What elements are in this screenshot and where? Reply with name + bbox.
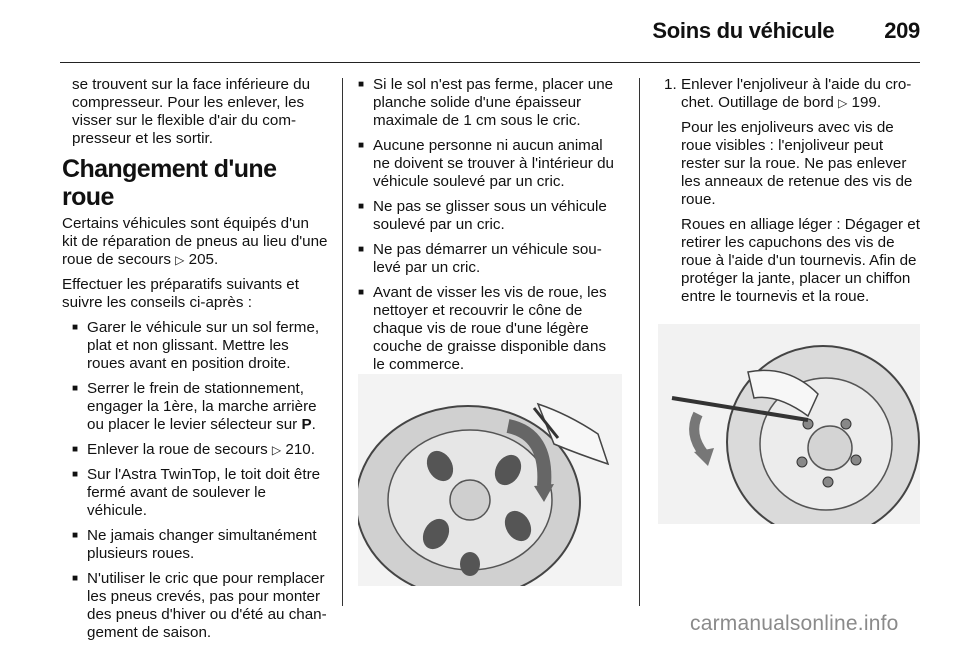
page-reference-icon: ▷ <box>175 253 185 267</box>
list-item: ■ Si le sol n'est pas ferme, placer une planche solide d'une épaisseur maximale de 1 cm sous le cric. <box>358 76 622 130</box>
paragraph: Certains véhicules sont équipés d'un kit de réparation de pneus au lieu d'une roue de secours ▷ 205. <box>62 215 328 268</box>
column-3 <box>664 76 922 313</box>
list-item: ■ Ne pas démarrer un véhicule sou-levé par un cric. <box>358 241 622 277</box>
list-item: ■ Garer le véhicule sur un sol ferme, plat et non glissant. Mettre les roues avant en position droite. <box>72 319 328 373</box>
paragraph: Effectuer les préparatifs suivants et suivre les conseils ci-après : <box>62 276 299 311</box>
list-item: ■ N'utiliser le cric que pour remplacer les pneus crevés, pas pour monter des pneus d'hiver ou d'été au chan-gement de saison. <box>72 570 328 642</box>
column-divider <box>639 78 640 606</box>
section-heading: Changement d'une roue <box>62 155 277 211</box>
list-item: ■ Aucune personne ni aucun animal ne doivent se trouver à l'intérieur du véhicule soulevé par un cric. <box>358 137 622 191</box>
list-item: ■ Enlever la roue de secours ▷ 210. <box>72 441 328 459</box>
list-item: ■ Serrer le frein de stationnement, engager la 1ère, la marche arrière ou placer le levier sélecteur sur P. <box>72 380 328 434</box>
bullet-list <box>358 76 622 374</box>
section-title: Soins du véhicule <box>652 18 835 43</box>
list-item: ■ Sur l'Astra TwinTop, le toit doit être fermé avant de soulever le véhicule. <box>72 466 328 520</box>
column-divider <box>342 78 343 606</box>
numbered-list <box>664 76 922 306</box>
page-header <box>652 18 920 44</box>
page-reference-icon: ▷ <box>271 443 282 457</box>
list-item: ■ Ne pas se glisser sous un véhicule soulevé par un cric. <box>358 198 622 234</box>
list-item: 1. Enlever l'enjoliveur à l'aide du cro-chet. Outillage de bord ▷ 199. Pour les enjoliveurs avec vis de roue visibles : l'enjoliveur peut rester sur la roue. Ne pas enlever les anneaux de retenue des vis de roue. Roues en alliage léger : Dégager et retirer les capuchons des vis de roue à l'aide d'un tournevis. Afin de protéger la jante, placer un chiffon entre le tournevis et la roue. <box>664 76 922 306</box>
wheel-bolt-cap-illustration <box>658 324 920 524</box>
intro-paragraph: se trouvent sur la face inférieure du compresseur. Pour les enlever, les visser sur le flexible d'air du com-presseur et les sortir. <box>72 76 311 147</box>
column-1 <box>62 76 328 649</box>
bullet-list <box>62 319 328 642</box>
page-number: 209 <box>884 18 920 43</box>
step-number: 1. <box>664 76 677 93</box>
wheel-cover-removal-illustration <box>358 374 622 586</box>
watermark: carmanualsonline.info <box>690 612 899 635</box>
list-item: ■ Ne jamais changer simultanément plusieurs roues. <box>72 527 328 563</box>
header-rule <box>60 62 920 63</box>
paragraph: Roues en alliage léger : Dégager et retirer les capuchons des vis de roue à l'aide d'un tournevis. Afin de protéger la jante, placer un chiffon entre le tournevis et la roue. <box>681 216 920 305</box>
page-reference-icon: ▷ <box>838 96 848 110</box>
list-item: ■ Avant de visser les vis de roue, les nettoyer et recouvrir le cône de chaque vis de roue d'une légère couche de graisse disponible dans le commerce. <box>358 284 622 374</box>
column-2 <box>358 76 622 381</box>
paragraph: Pour les enjoliveurs avec vis de roue visibles : l'enjoliveur peut rester sur la roue. Ne pas enlever les anneaux de retenue des vis de roue. <box>681 119 913 208</box>
